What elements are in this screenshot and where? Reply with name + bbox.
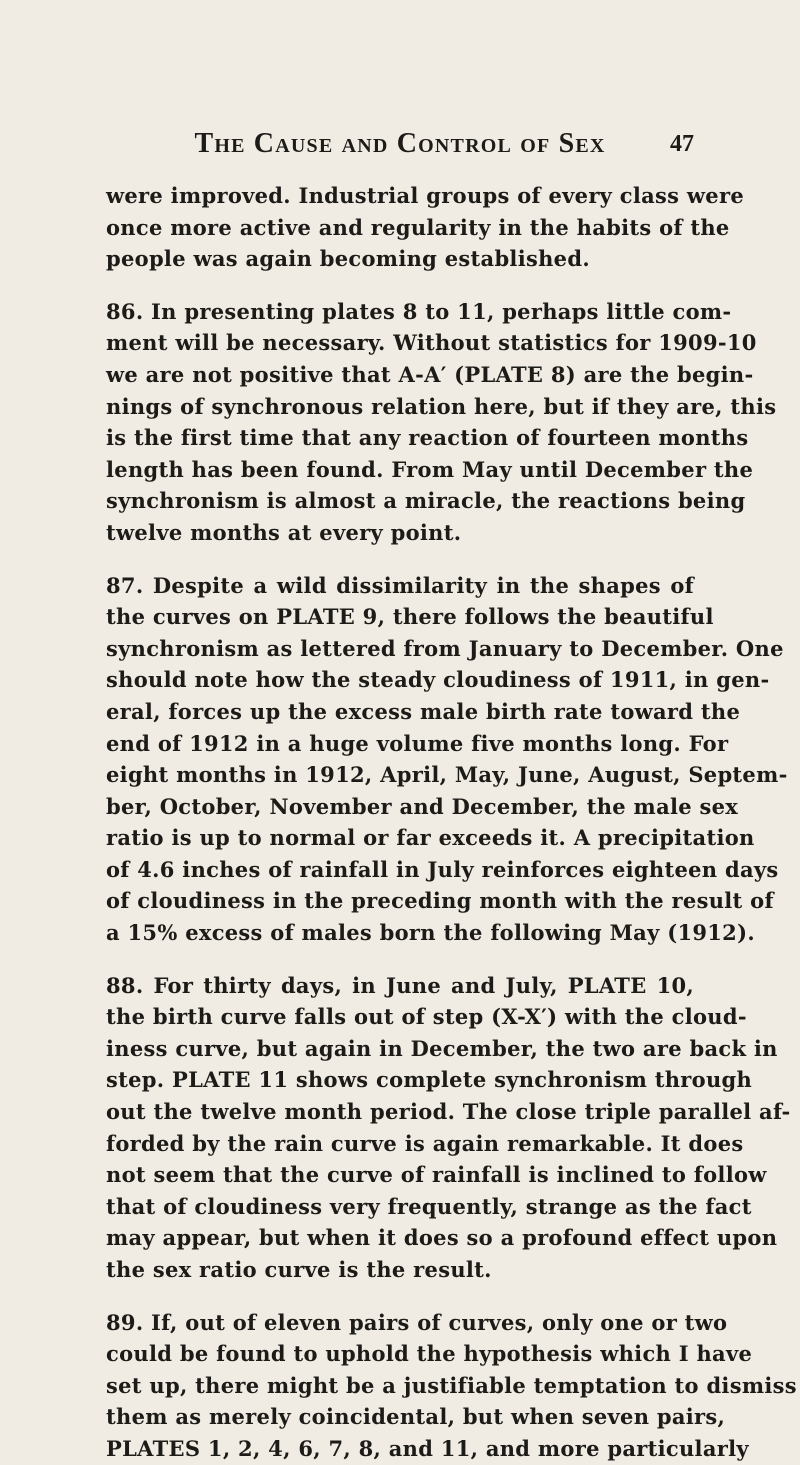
paragraph-89 — [106, 1307, 797, 1465]
paragraph-87 — [106, 570, 788, 949]
text-line: them as merely coincidental, but when seven pairs, — [106, 1404, 726, 1430]
text-line: that of cloudiness very frequently, strange as the fact — [106, 1193, 752, 1219]
text-line: ment will be necessary. Without statistics for 1909-10 — [106, 330, 757, 356]
paragraph-gap — [106, 275, 694, 296]
running-title: The Cause and Control of Sex — [194, 128, 606, 159]
text-line: of cloudiness in the preceding month with the result of — [106, 888, 774, 914]
text-line: a 15% excess of males born the following May (1912). — [106, 920, 755, 946]
text-line: end of 1912 in a huge volume five months long. For — [106, 730, 729, 756]
paragraph-gap — [106, 1286, 694, 1307]
text-line: eight months in 1912, April, May, June, August, Septem- — [106, 762, 788, 788]
text-line: once more active and regularity in the habits of the — [106, 214, 730, 240]
text-line: out the twelve month period. The close triple parallel af- — [106, 1099, 791, 1125]
text-line: not seem that the curve of rainfall is inclined to follow — [106, 1162, 767, 1188]
text-line: 88. For thirty days, in June and July, PLATE 10, — [106, 972, 694, 998]
text-line: 89. If, out of eleven pairs of curves, only one or two — [106, 1309, 728, 1335]
text-line: twelve months at every point. — [106, 519, 462, 545]
text-line: were improved. Industrial groups of every class were — [106, 183, 744, 208]
paragraph-88 — [106, 970, 791, 1286]
body-text — [106, 180, 797, 1465]
text-line: people was again becoming established. — [106, 246, 590, 272]
text-line: the curves on PLATE 9, there follows the beautiful — [106, 604, 714, 630]
text-line: forded by the rain curve is again remarkable. It does — [106, 1130, 744, 1156]
text-line: could be found to uphold the hypothesis which I have — [106, 1341, 753, 1367]
text-line: may appear, but when it does so a profound effect upon — [106, 1225, 778, 1251]
text-line: PLATES 1, 2, 4, 6, 7, 8, and 11, and more particularly — [106, 1435, 749, 1461]
text-line: 87. Despite a wild dissimilarity in the shapes of — [106, 572, 694, 598]
text-line: 86. In presenting plates 8 to 11, perhaps little com- — [106, 298, 732, 324]
text-line: synchronism as lettered from January to December. One — [106, 635, 784, 661]
text-line: length has been found. From May until December the — [106, 456, 754, 482]
paragraph-86 — [106, 296, 777, 549]
paragraph-gap — [106, 549, 694, 570]
text-line: is the first time that any reaction of fourteen months — [106, 425, 749, 451]
text-line: step. PLATE 11 shows complete synchronism through — [106, 1067, 753, 1093]
paragraph-gap — [106, 949, 694, 970]
text-line: we are not positive that A-A′ (PLATE 8) are the begin- — [106, 361, 754, 387]
text-line: ber, October, November and December, the male sex — [106, 793, 739, 819]
text-line: the birth curve falls out of step (X-X′) with the cloud- — [106, 1004, 747, 1030]
text-line: iness curve, but again in December, the two are back in — [106, 1035, 778, 1061]
text-line: synchronism is almost a miracle, the reactions being — [106, 488, 746, 514]
text-line: set up, there might be a justifiable temptation to dismiss — [106, 1372, 797, 1398]
text-line: should note how the steady cloudiness of 1911, in gen- — [106, 667, 770, 693]
text-line: eral, forces up the excess male birth rate toward the — [106, 698, 741, 724]
text-line: ratio is up to normal or far exceeds it. A precipitation — [106, 825, 755, 851]
text-line: nings of synchronous relation here, but if they are, this — [106, 393, 777, 419]
running-head — [106, 127, 694, 161]
text-line: of 4.6 inches of rainfall in July reinforces eighteen days — [106, 856, 779, 882]
paragraph-continuation — [106, 180, 744, 275]
page-number: 47 — [670, 131, 694, 157]
text-line: the sex ratio curve is the result. — [106, 1257, 492, 1282]
